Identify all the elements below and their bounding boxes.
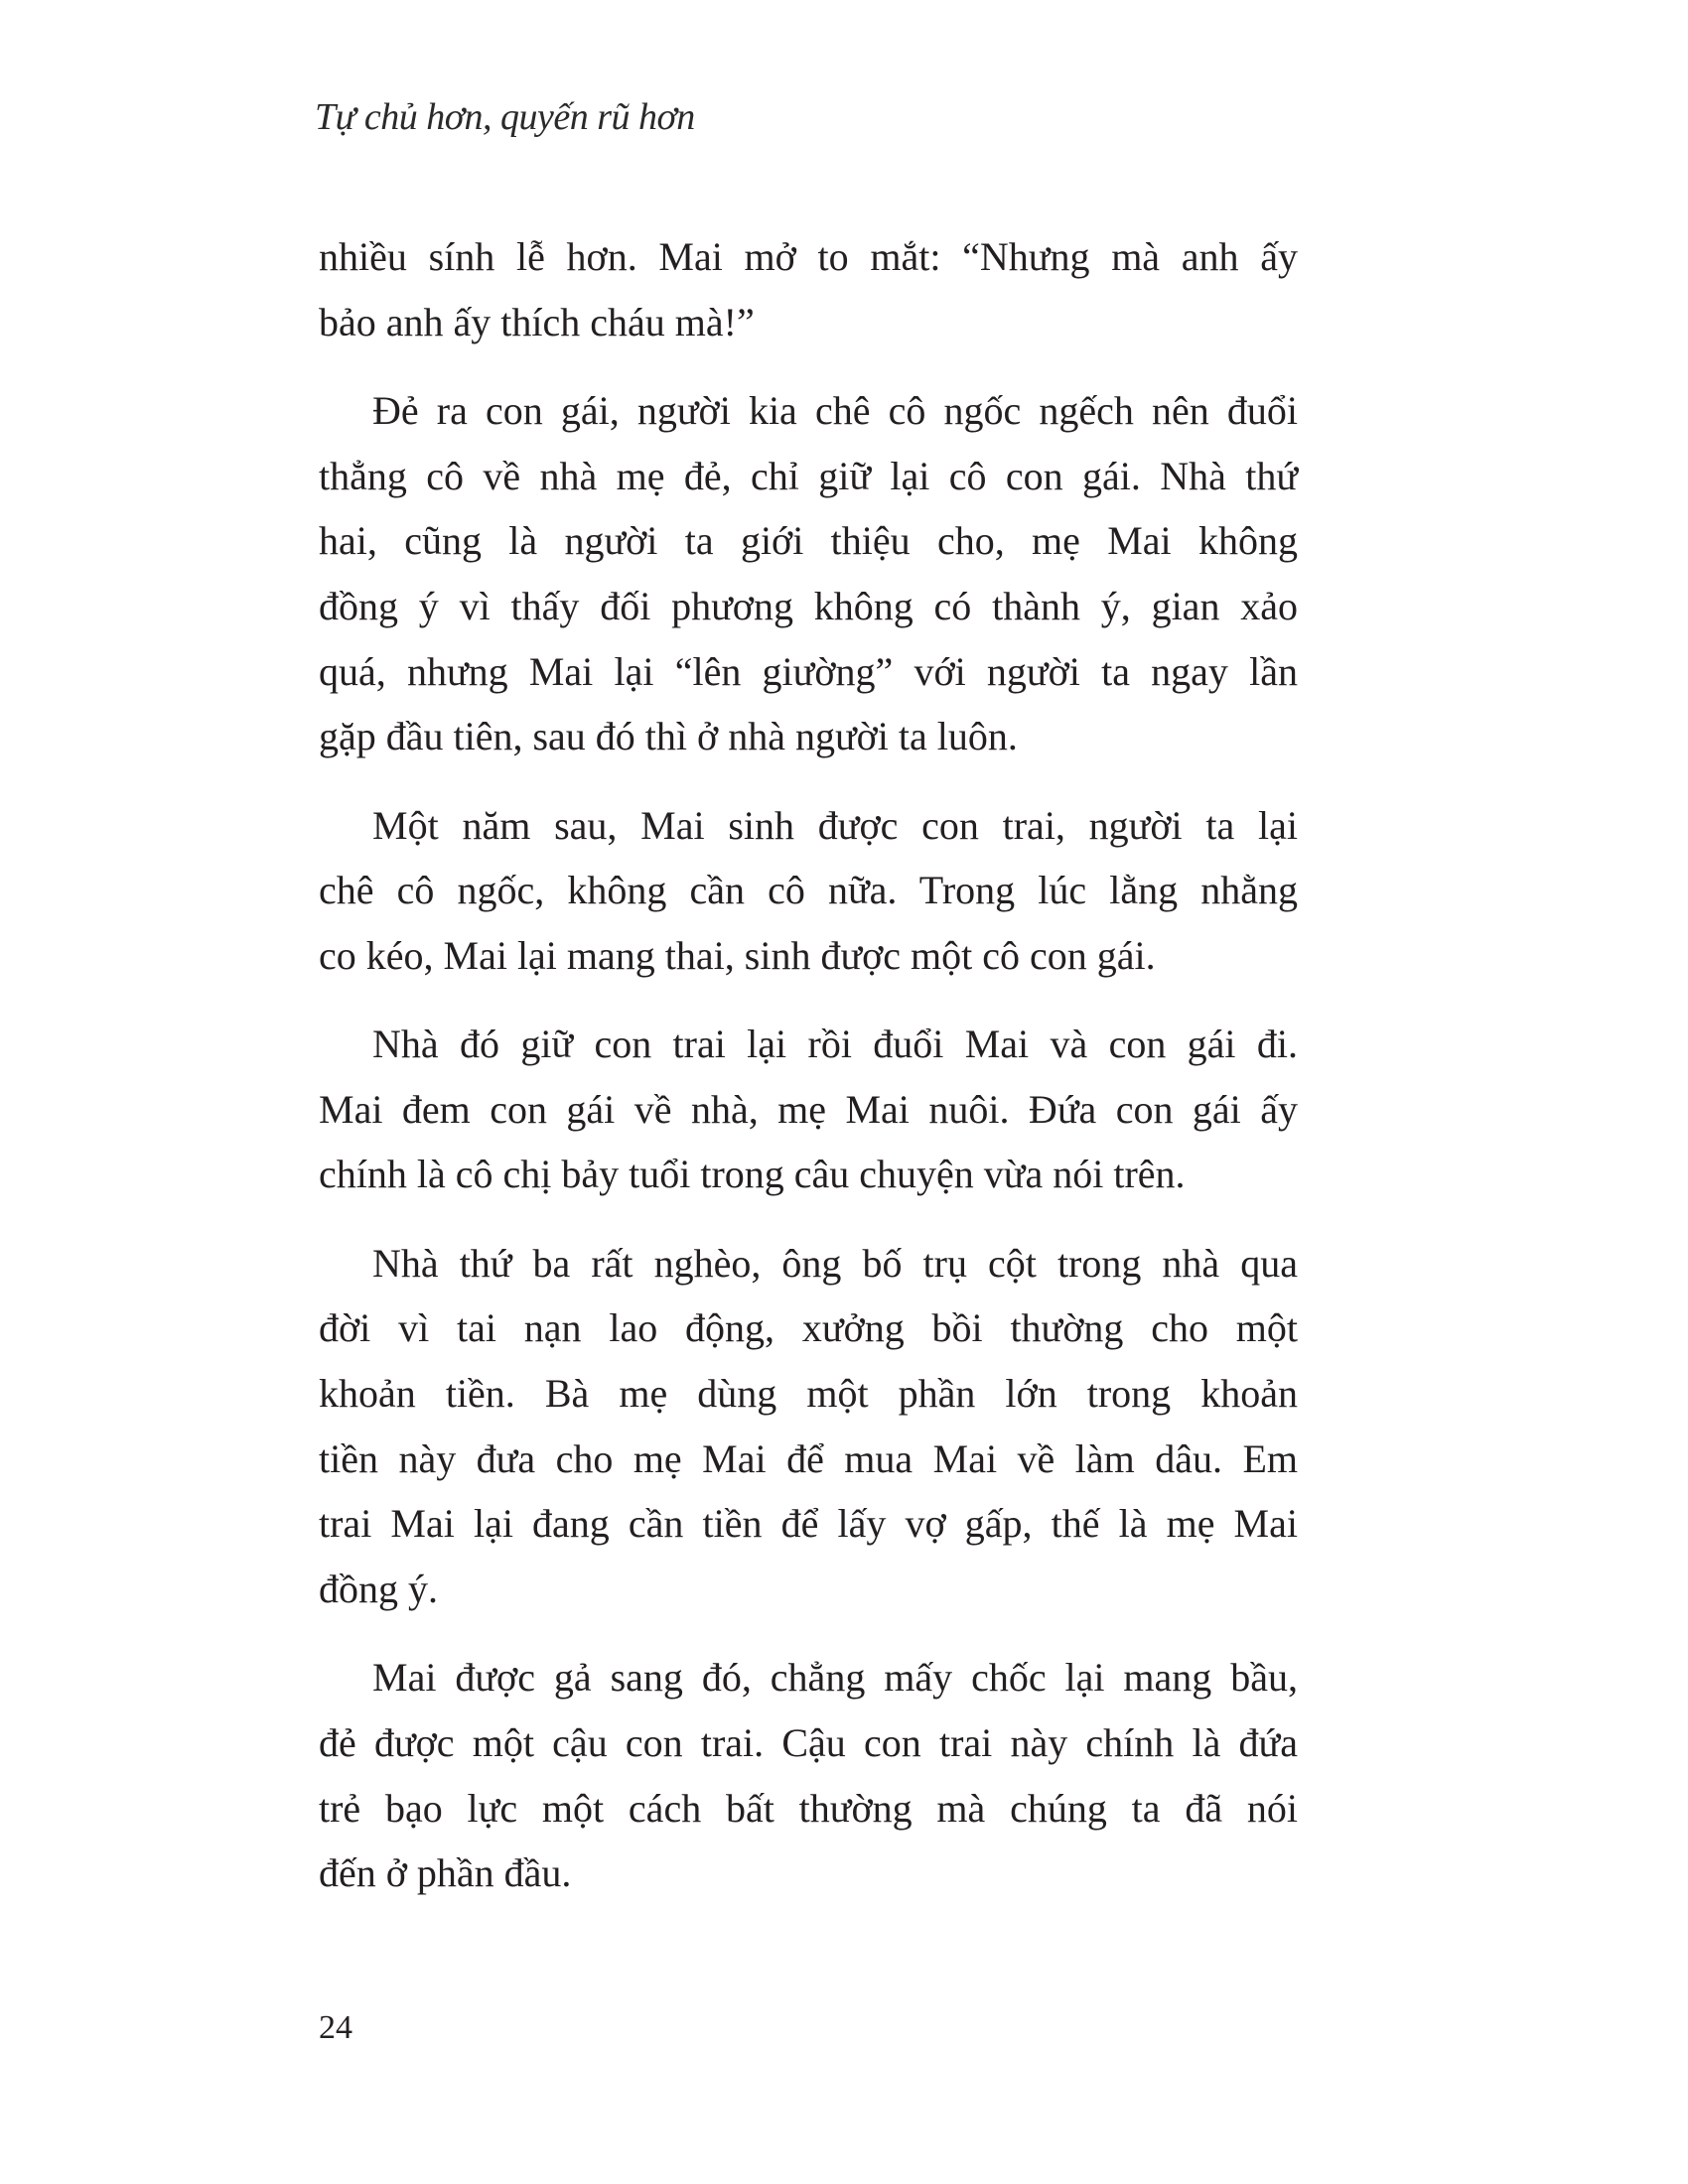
paragraph <box>319 793 1298 989</box>
paragraph <box>319 378 1298 769</box>
text-line: Đẻ ra con gái, người kia chê cô ngốc ngếch nên đuổi <box>372 387 1298 433</box>
paragraph <box>319 1231 1298 1622</box>
text-line: đồng ý. <box>319 1567 438 1612</box>
text-line: đến ở phần đầu. <box>319 1850 572 1896</box>
text-line: chính là cô chị bảy tuổi trong câu chuyện vừa nói trên. <box>319 1152 1186 1197</box>
text-line: Mai được gả sang đó, chẳng mấy chốc lại mang bầu, <box>372 1655 1298 1701</box>
text-line: đời vì tai nạn lao động, xưởng bồi thường cho một <box>319 1305 1298 1351</box>
text-line: hai, cũng là người ta giới thiệu cho, mẹ Mai không <box>319 518 1298 564</box>
text-line: Nhà đó giữ con trai lại rồi đuổi Mai và con gái đi. <box>372 1022 1298 1067</box>
paragraph <box>319 1645 1298 1906</box>
text-line: khoản tiền. Bà mẹ dùng một phần lớn trong khoản <box>319 1371 1298 1416</box>
text-line: Một năm sau, Mai sinh được con trai, người ta lại <box>372 802 1298 848</box>
text-line: tiền này đưa cho mẹ Mai để mua Mai về làm dâu. Em <box>319 1435 1298 1481</box>
text-line: quá, nhưng Mai lại “lên giường” với người ta ngay lần <box>319 648 1298 694</box>
text-line: gặp đầu tiên, sau đó thì ở nhà người ta luôn. <box>319 714 1018 759</box>
text-line: Mai đem con gái về nhà, mẹ Mai nuôi. Đứa con gái ấy <box>319 1086 1298 1132</box>
text-line: co kéo, Mai lại mang thai, sinh được một cô con gái. <box>319 932 1156 978</box>
text-line: trai Mai lại đang cần tiền để lấy vợ gấp, thế là mẹ Mai <box>319 1501 1298 1547</box>
text-line: đồng ý vì thấy đối phương không có thành ý, gian xảo <box>319 583 1298 628</box>
text-line: trẻ bạo lực một cách bất thường mà chúng ta đã nói <box>319 1785 1298 1831</box>
text-line: bảo anh ấy thích cháu mà!” <box>319 299 755 344</box>
text-line: chê cô ngốc, không cần cô nữa. Trong lúc lằng nhằng <box>319 868 1298 913</box>
paragraph <box>319 224 1298 354</box>
text-line: Nhà thứ ba rất nghèo, ông bố trụ cột trong nhà qua <box>372 1240 1298 1286</box>
running-head: Tự chủ hơn, quyến rũ hơn <box>315 96 695 138</box>
text-line: nhiều sính lễ hơn. Mai mở to mắt: “Nhưng mà anh ấy <box>319 234 1298 279</box>
text-line: thẳng cô về nhà mẹ đẻ, chỉ giữ lại cô con gái. Nhà thứ <box>319 453 1298 498</box>
body-text <box>319 224 1298 1930</box>
page-number: 24 <box>319 2009 352 2046</box>
paragraph <box>319 1012 1298 1207</box>
text-line: đẻ được một cậu con trai. Cậu con trai này chính là đứa <box>319 1719 1298 1765</box>
